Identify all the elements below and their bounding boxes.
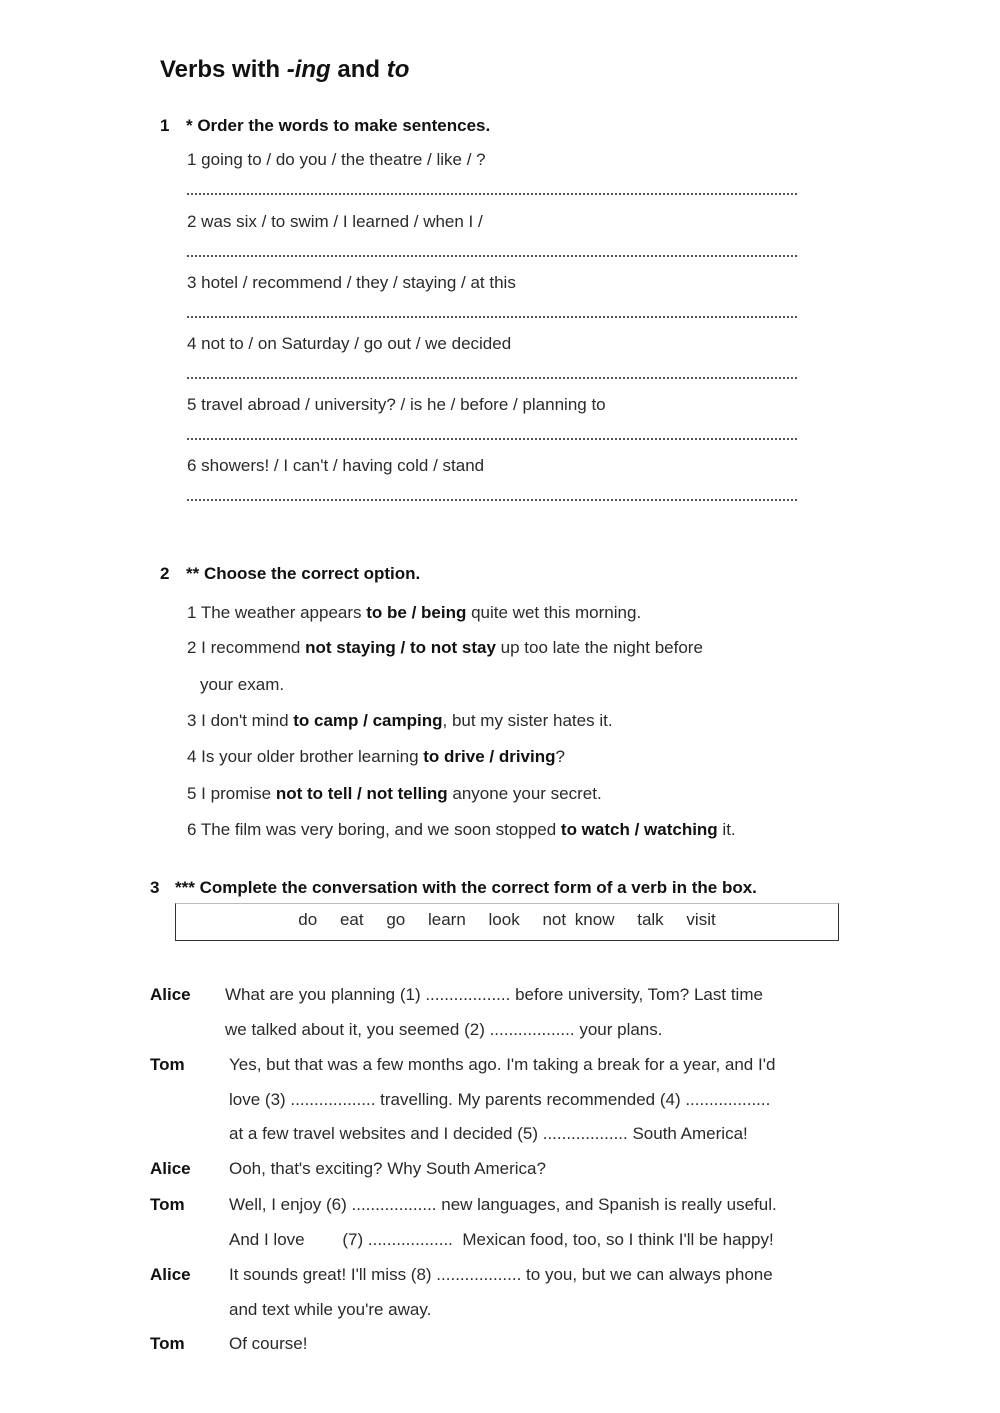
dialogue-line: It sounds great! I'll miss (8) .................. to you, but we can always phone [229,1265,773,1284]
word-box-item: learn [427,910,466,929]
s2-item-6: 6 The film was very boring, and we soon stopped to watch / watching it. [187,820,736,839]
s2-option-4[interactable]: to drive / driving [423,747,556,766]
section-3-number: 3 [150,878,160,897]
s2-item-2: 2 I recommend not staying / to not stay up too late the night before [187,638,703,657]
s2-item-5: 5 I promise not to tell / not telling anyone your secret. [187,784,602,803]
s2-item-2-cont: your exam. [200,675,285,694]
speaker-tom: Tom [150,1055,185,1074]
speaker-tom: Tom [150,1195,185,1214]
word-box-item: eat [339,910,364,929]
section-1-number: 1 [160,116,170,135]
s1-answer-line-6[interactable] [187,499,797,501]
s1-item-6: 6 showers! / I can't / having cold / stand [187,456,485,475]
s1-item-3: 3 hotel / recommend / they / staying / at this [187,273,516,292]
dialogue-line: What are you planning (1) .................. before university, Tom? Last time [225,985,763,1004]
dialogue-line: Ooh, that's exciting? Why South America? [229,1159,546,1178]
dialogue-line: and text while you're away. [229,1300,432,1319]
word-box [175,903,839,941]
section-3-instruction: *** Complete the conversation with the correct form of a verb in the box. [175,878,757,897]
s1-item-5: 5 travel abroad / university? / is he / before / planning to [187,395,606,414]
s2-item-3: 3 I don't mind to camp / camping, but my sister hates it. [187,711,613,730]
s1-item-2: 2 was six / to swim / I learned / when I / [187,212,483,231]
dialogue-line: Yes, but that was a few months ago. I'm taking a break for a year, and I'd [229,1055,776,1074]
s2-item-4: 4 Is your older brother learning to drive / driving? [187,747,565,766]
word-box-item: not know [542,910,615,929]
speaker-alice: Alice [150,985,191,1004]
s1-answer-line-1[interactable] [187,193,797,195]
section-1-instruction: * Order the words to make sentences. [186,116,491,135]
speaker-alice: Alice [150,1159,191,1178]
word-box-item: visit [686,910,716,929]
section-2-instruction: ** Choose the correct option. [186,564,421,583]
speaker-tom: Tom [150,1334,185,1353]
s2-option-3[interactable]: to camp / camping [293,711,443,730]
dialogue-line: at a few travel websites and I decided (5) .................. South America! [229,1124,748,1143]
page-title: Verbs with -ing and to [160,56,410,83]
s2-option-2[interactable]: not staying / to not stay [305,638,496,657]
s1-answer-line-5[interactable] [187,438,797,440]
s1-answer-line-3[interactable] [187,316,797,318]
word-box-item: talk [637,910,664,929]
dialogue-line: we talked about it, you seemed (2) .................. your plans. [225,1020,663,1039]
s1-item-4: 4 not to / on Saturday / go out / we decided [187,334,512,353]
word-box-item: go [386,910,406,929]
s2-option-1[interactable]: to be / being [366,603,467,622]
s1-answer-line-4[interactable] [187,377,797,379]
word-box-item: look [488,910,520,929]
s1-item-1: 1 going to / do you / the theatre / like / ? [187,150,486,169]
s2-option-6[interactable]: to watch / watching [560,820,718,839]
section-2-number: 2 [160,564,170,583]
dialogue-line: Of course! [229,1334,308,1353]
s1-answer-line-2[interactable] [187,255,797,257]
speaker-alice: Alice [150,1265,191,1284]
dialogue-line: love (3) .................. travelling. My parents recommended (4) .................. [229,1090,771,1109]
s2-option-5[interactable]: not to tell / not telling [275,784,448,803]
dialogue-line: Well, I enjoy (6) .................. new languages, and Spanish is really useful. [229,1195,777,1214]
word-box-list [176,910,838,930]
dialogue-line: And I love (7) .................. Mexican food, too, so I think I'll be happy! [229,1230,774,1249]
word-box-item: do [298,910,318,929]
s2-item-1: 1 The weather appears to be / being quite wet this morning. [187,603,642,622]
